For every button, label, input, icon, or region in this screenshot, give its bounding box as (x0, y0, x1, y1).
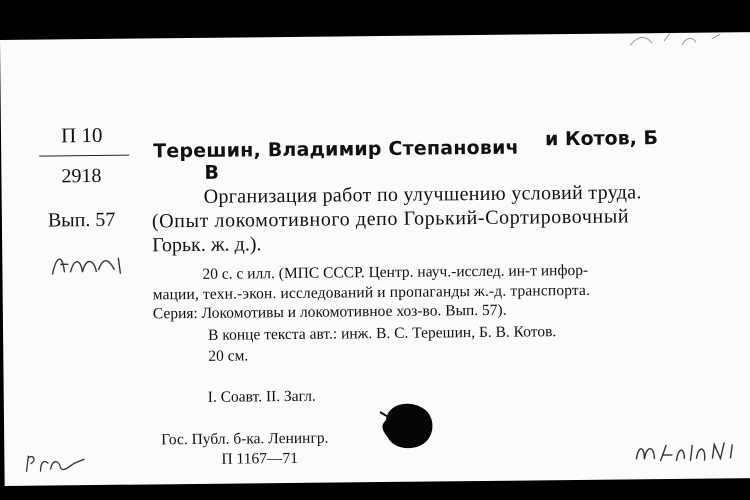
size-line: 20 см. (208, 347, 249, 365)
title-line-1: Организация работ по улучшению условий труда. (203, 181, 642, 208)
handwritten-mark-bottom-right (632, 436, 742, 469)
coauthor-initial: В (204, 161, 220, 184)
divider-rule (39, 155, 129, 157)
imprint-line-1: 20 с. с илл. (МПС СССР. Центр. науч.-исслед. ин-т инфор- (202, 261, 589, 283)
handwritten-mark-bottom-left (22, 449, 92, 480)
faint-pencil-mark-top (624, 26, 734, 51)
handwritten-mark-left (48, 244, 128, 285)
title-line-3: Горьк. ж. д.). (152, 233, 262, 257)
shelf-mark: П 10 (60, 122, 103, 148)
author-name: Терешин, Владимир Степанович (153, 136, 519, 163)
imprint-line-3: Серия: Локомотивы и локомотивное хоз-во. Вып. 57). (152, 301, 507, 323)
imprint-line-2: мации, техн.-экон. исследований и пропаганды ж.-д. транспорта. (152, 281, 591, 304)
coauthor-name: и Котов, Б (544, 127, 659, 151)
catalog-number: 2918 (61, 164, 102, 188)
inventory-number: П 1167—71 (221, 449, 298, 468)
issue-label: Вып. 57 (47, 208, 116, 232)
catalog-card (0, 32, 750, 486)
ink-blot (378, 397, 439, 452)
title-line-2: (Опыт локомотивного депо Горький-Сортировочный (151, 205, 630, 233)
author-note: В конце текста авт.: инж. В. С. Терешин, Б. В. Котов. (208, 323, 557, 344)
tracing-line: I. Соавт. II. Загл. (207, 387, 316, 406)
library-line: Гос. Публ. б-ка. Ленингр. (161, 429, 329, 449)
